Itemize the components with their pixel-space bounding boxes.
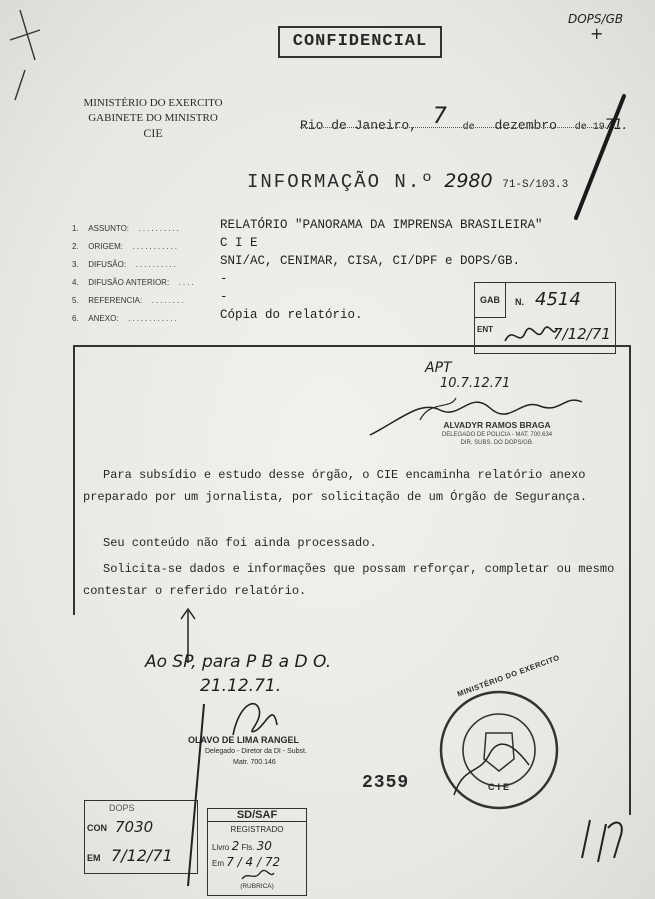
vertical-stroke — [180, 700, 210, 890]
corner-note: DOPS/GB — [568, 12, 624, 26]
field-dots: ........... — [132, 242, 180, 251]
sd-saf-livro-value: 2 — [231, 839, 240, 853]
sd-saf-livro-label: Livro — [212, 843, 230, 852]
field-dots: .......... — [138, 224, 181, 233]
paragraph-3: Solicita-se dados e informações que possam reforçar, completar ou mesmo contestar o referido relatório. — [83, 562, 615, 598]
field-value: Cópia do relatório. — [220, 308, 363, 322]
gab-stamp — [474, 282, 616, 354]
sd-saf-livro-line — [212, 839, 272, 853]
date-city: Rio de Janeiro, — [300, 118, 418, 133]
gab-label: GAB — [475, 283, 506, 318]
field-value: - — [220, 290, 228, 304]
sd-saf-em-label: Em — [212, 859, 224, 868]
informacao-suffix: 71-S/103.3 — [502, 179, 569, 191]
field-num: 2. — [72, 242, 79, 251]
sd-saf-title: SD/SAF — [208, 809, 306, 822]
informacao-line — [247, 170, 568, 193]
rangel-name: OLAVO DE LIMA RANGEL — [188, 735, 299, 745]
apt-label: APT — [425, 360, 452, 376]
field-label: ASSUNTO: — [88, 224, 130, 233]
sd-saf-fls-value: 30 — [256, 839, 272, 853]
corner-scribble — [576, 808, 636, 868]
approval-name: ALVADYR RAMOS BRAGA — [443, 420, 551, 430]
gab-n-label: N. — [515, 297, 524, 307]
sd-saf-em-line — [212, 855, 280, 869]
field-num: 5. — [72, 296, 79, 305]
left-edge-scribble — [0, 0, 60, 110]
informacao-label: INFORMAÇÃO N.º — [247, 171, 435, 193]
informacao-number: 2980 — [444, 170, 493, 192]
field-dots: ........ — [151, 296, 186, 305]
field-label: DIFUSÃO: — [88, 260, 127, 269]
handnote-line2: 21.12.71. — [200, 676, 282, 696]
field-num: 6. — [72, 314, 79, 323]
sd-saf-fls-label: Fls. — [241, 843, 255, 852]
register-number: 2359 — [362, 773, 410, 793]
sd-saf-registrado: REGISTRADO — [230, 825, 284, 834]
approval-line1: DELEGADO DE POLICIA - MAT. 700.634 — [441, 432, 553, 438]
field-value: SNI/AC, CENIMAR, CISA, CI/DPF e DOPS/GB. — [220, 254, 521, 268]
field-dots: .......... — [135, 260, 178, 269]
approval-line2: DIR. SUBS. DO DOPS/GB. — [460, 440, 534, 446]
seal-bottom-text: CIE — [488, 782, 513, 792]
sd-saf-stamp — [207, 808, 307, 896]
frame-left-line — [73, 345, 75, 615]
field-value: C I E — [220, 236, 258, 250]
gab-n-value: 4514 — [535, 289, 581, 310]
field-label: ORIGEM: — [88, 242, 123, 251]
date-day: 7 — [432, 104, 447, 129]
sd-saf-rubrica: (RUBRICA) — [240, 883, 274, 890]
seal-top-text: MINISTÉRIO DO EXERCITO — [456, 652, 561, 699]
field-label: REFERENCIA: — [88, 296, 143, 305]
gab-date: 7/12/71 — [553, 325, 611, 343]
field-value: RELATÓRIO "PANORAMA DA IMPRENSA BRASILEIRA" — [220, 218, 543, 232]
ministry-line3: CIE — [143, 126, 163, 140]
dops-stamp-con-label: CON — [87, 823, 107, 833]
rangel-signature — [225, 695, 285, 740]
frame-right-line — [629, 345, 631, 815]
ministry-header — [78, 96, 228, 141]
field-num: 1. — [72, 224, 79, 233]
paragraph-1: Para subsídio e estudo desse órgão, o CIE encaminha relatório anexo preparado por um jornalista, por solicitação de um Órgão de Segurança. — [83, 468, 588, 504]
field-row-assunto — [72, 218, 572, 236]
ministry-line1: MINISTÉRIO DO EXERCITO — [83, 97, 223, 109]
dops-stamp-line1: DOPS — [109, 803, 135, 813]
round-seal — [434, 685, 564, 815]
field-value: - — [220, 272, 228, 286]
ministry-line2: GABINETE DO MINISTRO — [88, 112, 218, 124]
date-year: 71. — [604, 117, 627, 133]
field-label: ANEXO: — [88, 314, 119, 323]
corner-mark: + — [590, 24, 604, 43]
dops-stamp-em-label: EM — [87, 853, 101, 863]
sd-saf-em-value: 7 / 4 / 72 — [226, 855, 281, 869]
apt-date: 10.7.12.71 — [440, 376, 511, 391]
frame-top-line — [73, 345, 631, 347]
gab-ent-label: ENT — [477, 325, 493, 334]
paragraph-2: Seu conteúdo não foi ainda processado. — [103, 536, 377, 550]
field-num: 3. — [72, 260, 79, 269]
slash-mark — [560, 90, 640, 230]
date-de2: de 19 — [574, 122, 605, 133]
rangel-line1: Delegado - Diretor da DI - Subst. — [205, 748, 307, 755]
field-num: 4. — [72, 278, 79, 287]
dops-stamp-em-value: 7/12/71 — [111, 846, 173, 865]
date-de1: de — [462, 122, 475, 133]
date-month: dezembro — [494, 118, 557, 133]
field-dots: .... — [178, 278, 196, 287]
handnote-line1: Ao SP, para P B a D O. — [145, 652, 332, 672]
confidencial-stamp: CONFIDENCIAL — [278, 26, 442, 58]
rangel-line2: Matr. 700.146 — [233, 759, 276, 766]
field-row-difusao — [72, 254, 572, 272]
field-label: DIFUSÃO ANTERIOR: — [88, 278, 170, 287]
sd-saf-rubrica-mark — [238, 869, 278, 883]
field-row-origem — [72, 236, 572, 254]
approval-signature — [360, 380, 590, 440]
dops-stamp-con-value: 7030 — [115, 818, 154, 836]
field-dots: ............ — [128, 314, 179, 323]
